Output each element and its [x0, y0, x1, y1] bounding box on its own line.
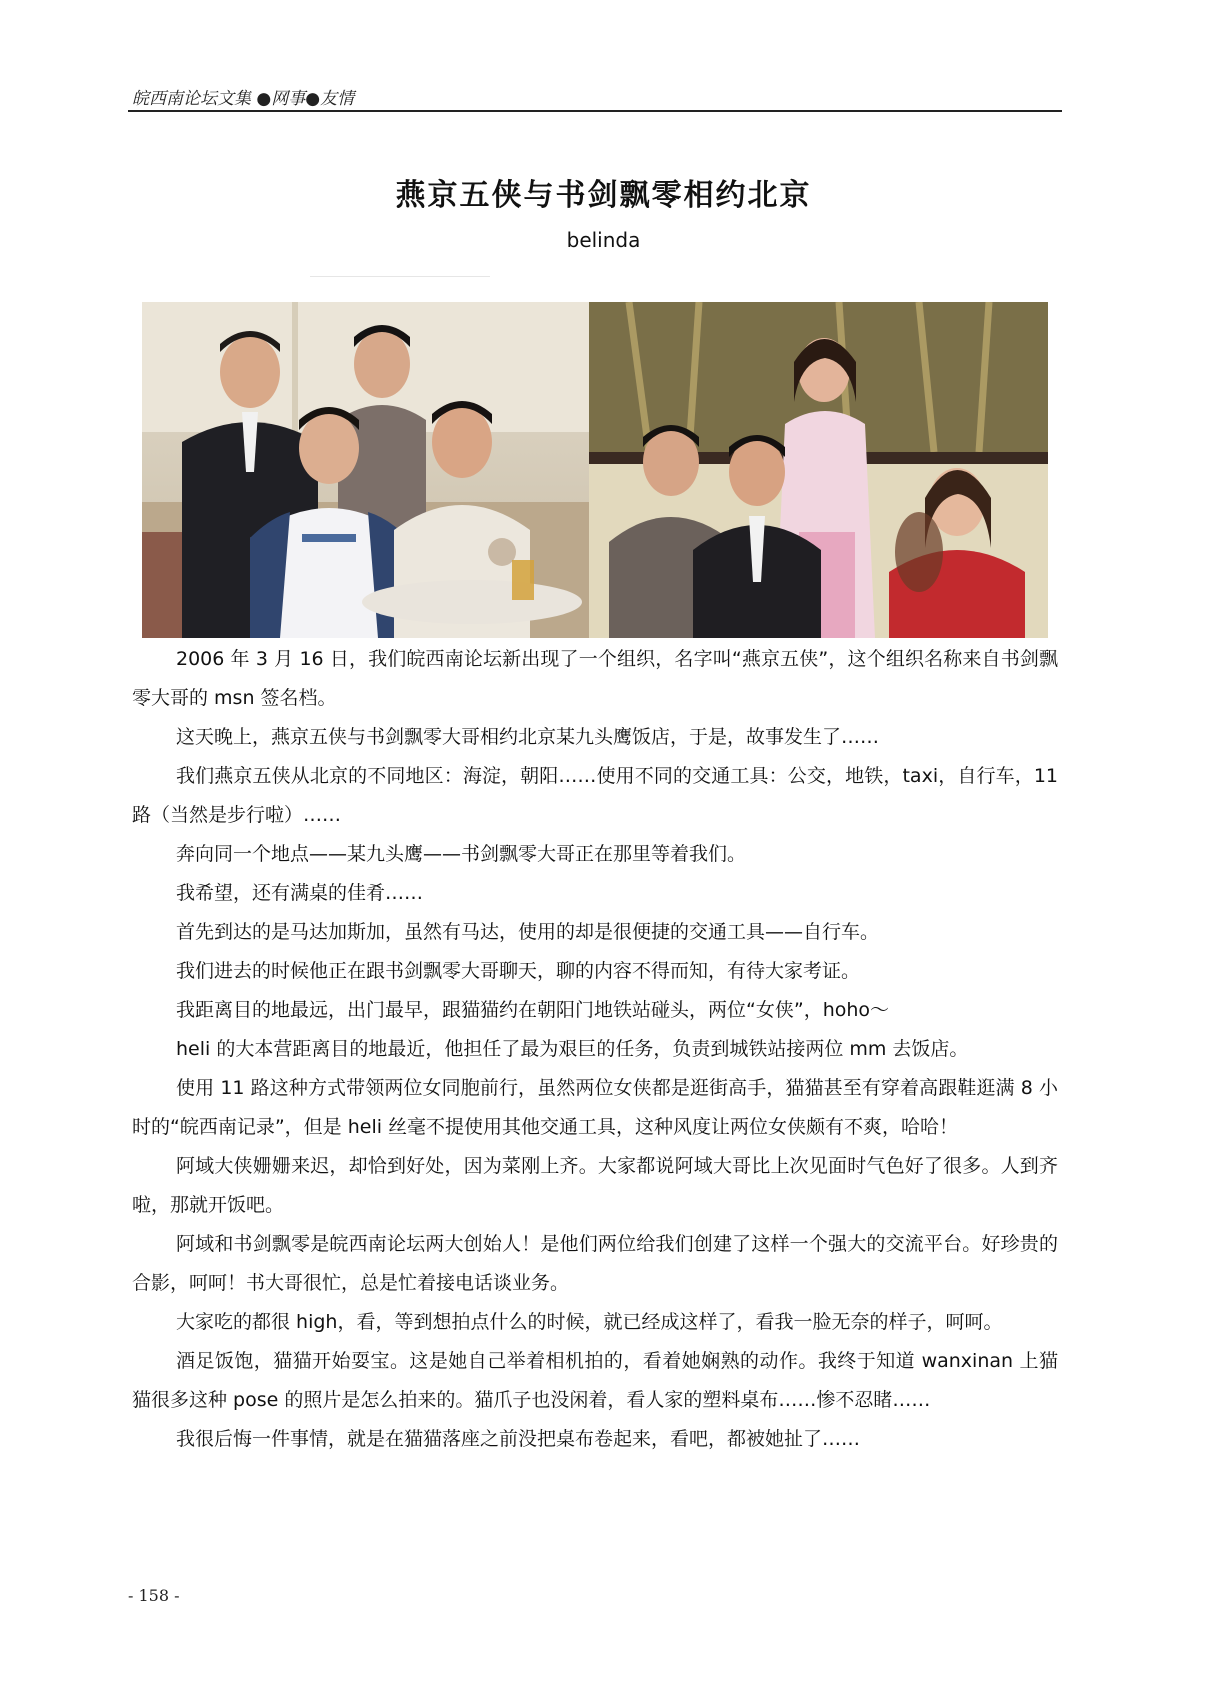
paragraph: 阿域和书剑飘零是皖西南论坛两大创始人！是他们两位给我们创建了这样一个强大的交流平台。好珍贵的合影，呵呵！书大哥很忙，总是忙着接电话谈业务。 — [132, 1233, 1058, 1294]
paragraph: 奔向同一个地点——某九头鹰——书剑飘零大哥正在那里等着我们。 — [176, 843, 747, 865]
paragraph: 我希望，还有满桌的佳肴…… — [176, 882, 424, 904]
header-text: 皖西南论坛文集 ●网事●友情 — [132, 89, 355, 109]
paragraph: 阿域大侠姗姗来迟，却恰到好处，因为菜刚上齐。大家都说阿域大哥比上次见面时气色好了很多。人到齐啦，那就开饭吧。 — [132, 1155, 1058, 1216]
running-header — [128, 82, 1062, 112]
article-title: 燕京五侠与书剑飘零相约北京 — [395, 178, 812, 213]
paragraph: 大家吃的都很 high，看，等到想拍点什么的时候，就已经成这样了，看我一脸无奈的样子，呵呵。 — [176, 1311, 1003, 1333]
paragraph: 我们燕京五侠从北京的不同地区：海淀，朝阳……使用不同的交通工具：公交，地铁，taxi，自行车，11 路（当然是步行啦）…… — [132, 765, 1058, 826]
faint-rule — [310, 276, 490, 277]
group-photo-left — [142, 302, 589, 638]
paragraph: 我们进去的时候他正在跟书剑飘零大哥聊天，聊的内容不得而知，有待大家考证。 — [176, 960, 861, 982]
paragraph: 这天晚上，燕京五侠与书剑飘零大哥相约北京某九头鹰饭店，于是，故事发生了…… — [176, 726, 880, 748]
paragraph: heli 的大本营距离目的地最近，他担任了最为艰巨的任务，负责到城铁站接两位 mm 去饭店。 — [176, 1038, 969, 1060]
paragraph: 我很后悔一件事情，就是在猫猫落座之前没把桌布卷起来，看吧，都被她扯了…… — [176, 1428, 861, 1450]
group-photo-right — [589, 302, 1048, 638]
page-number: - 158 - — [128, 1586, 180, 1605]
paragraph: 首先到达的是马达加斯加，虽然有马达，使用的却是很便捷的交通工具——自行车。 — [176, 921, 880, 943]
paragraph: 酒足饭饱，猫猫开始耍宝。这是她自己举着相机拍的，看着她娴熟的动作。我终于知道 wanxinan 上猫猫很多这种 pose 的照片是怎么拍来的。猫爪子也没闲着，看人家的塑料桌布……惨不忍睹…… — [132, 1350, 1058, 1411]
article-author: belinda — [566, 228, 641, 252]
paragraph: 我距离目的地最远，出门最早，跟猫猫约在朝阳门地铁站碰头，两位“女侠”，hoho～ — [176, 999, 890, 1021]
paragraph: 2006 年 3 月 16 日，我们皖西南论坛新出现了一个组织，名字叫“燕京五侠”，这个组织名称来自书剑飘零大哥的 msn 签名档。 — [132, 648, 1058, 709]
paragraph: 使用 11 路这种方式带领两位女同胞前行，虽然两位女侠都是逛街高手，猫猫甚至有穿着高跟鞋逛满 8 小时的“皖西南记录”，但是 heli 丝毫不提使用其他交通工具，这种风度让两位女侠颇有不爽，哈哈！ — [132, 1077, 1058, 1138]
article-body — [132, 640, 1058, 1459]
